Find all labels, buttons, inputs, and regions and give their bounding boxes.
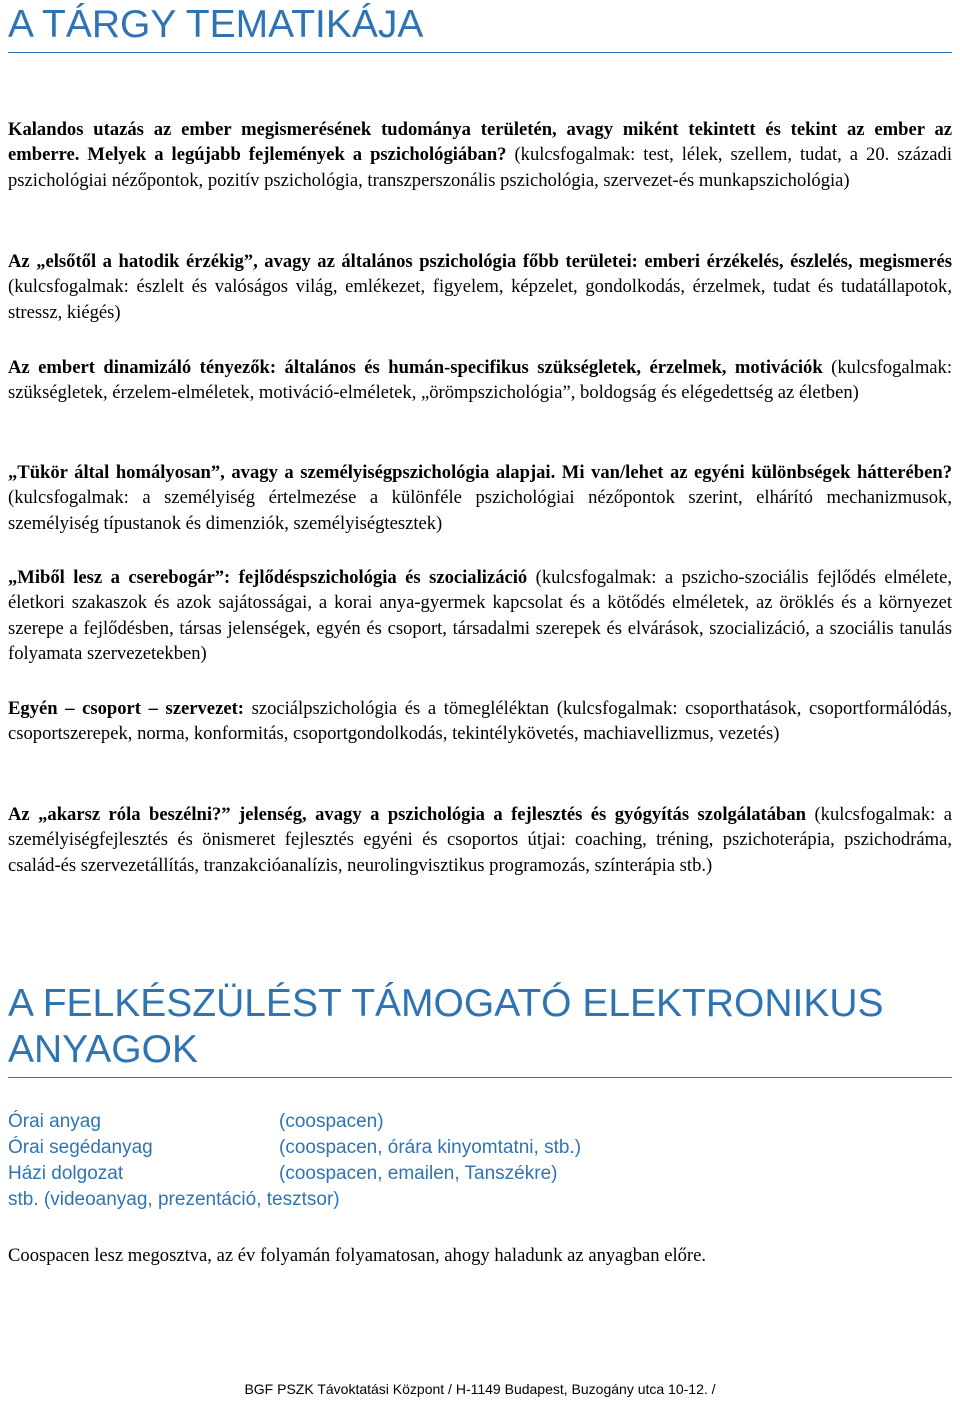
section-title-materials-line2: ANYAGOK [8, 1028, 198, 1071]
topic-keywords: (kulcsfogalmak: észlelt és valóságos világ, emlékezet, figyelem, képzelet, gondolkodás, érzelmek, tudat és tudatállapotok, stressz, kiégés) [8, 276, 952, 323]
topic-heading: Az „akarsz róla beszélni?” jelenség, avagy a pszichológia a fejlesztés és gyógyítás szolgálatában [8, 804, 807, 825]
topic-paragraph [8, 696, 952, 747]
topic-paragraph [8, 249, 952, 325]
materials-item-label: Órai anyag [8, 1111, 101, 1132]
materials-list [8, 1109, 952, 1213]
topic-heading: „Miből lesz a cserebogár”: fejlődéspszichológia és szocializáció [8, 567, 528, 588]
topic-keywords: (kulcsfogalmak: test, lélek, szellem, tudat, a 20. századi pszichológiai nézőpontok, pozitív pszichológia, transzperszonális pszichológia, szervezet-és munkapszichológia) [8, 144, 953, 191]
materials-item [8, 1161, 952, 1187]
topic-heading: Egyén – csoport – szervezet: [8, 698, 244, 719]
topic-heading: „Tükör által homályosan”, avagy a személyiségpszichológia alapjai. Mi van/lehet az egyéni különbségek hátterében? [8, 462, 952, 483]
topic-paragraph [8, 802, 952, 878]
topic-paragraph [8, 355, 952, 406]
section-title-materials-line1: A FELKÉSZÜLÉST TÁMOGATÓ ELEKTRONIKUS [8, 982, 884, 1025]
topic-heading: Kalandos utazás az ember megismerésének tudománya területén, avagy miként tekintett és tekint az ember az emberre. Melyek a legújabb fejlemények a pszichológiában? [8, 119, 952, 166]
materials-item-label: Órai segédanyag [8, 1137, 153, 1158]
topic-keywords: szociálpszichológia és a tömegléléktan (kulcsfogalmak: csoporthatások, csoportformálódás, csoportszerepek, norma, konformitás, csoportgondolkodás, tekintélykövetés, machiavellizmus, vezetés) [8, 698, 952, 745]
topic-heading: Az embert dinamizáló tényezők: általános és humán-specifikus szükségletek, érzelmek, motivációk [8, 357, 823, 378]
materials-item [8, 1109, 952, 1135]
materials-item-label: stb. (videoanyag, prezentáció, tesztsor) [8, 1189, 340, 1210]
page-footer: BGF PSZK Távoktatási Központ / H-1149 Budapest, Buzogány utca 10-12. / [244, 1381, 716, 1397]
title-underline [8, 52, 952, 53]
topic-paragraph [8, 565, 952, 666]
topic-heading: Az „elsőtől a hatodik érzékig”, avagy az általános pszichológia főbb területei: emberi érzékelés, észlelés, megismerés [8, 251, 952, 272]
topic-keywords: (kulcsfogalmak: a pszicho-szociális fejlődés elmélete, életkori szakaszok és azok sajátosságai, a korai anya-gyermek kapcsolat és a kötődés elméletek, az öröklés és a környezet szerepe a fejlődésben, társas jelenségek, egyén és csoport, társadalmi szerepek és elvárások, szocializáció, a szociális tanulás folyamata szervezetekben) [8, 567, 952, 664]
materials-item-note: (coospacen, órára kinyomtatni, stb.) [279, 1137, 582, 1158]
materials-item-label: Házi dolgozat [8, 1163, 124, 1184]
topic-keywords: (kulcsfogalmak: a személyiség értelmezése a különféle pszichológiai nézőpontok szerint, elhárító mechanizmusok, személyiség típustanok és dimenziók, személyiségtesztek) [8, 487, 952, 534]
materials-item [8, 1187, 952, 1213]
topic-keywords: (kulcsfogalmak: szükségletek, érzelem-elméletek, motiváció-elméletek, „örömpszichológia”, boldogság és elégedettség az életben) [8, 357, 952, 404]
materials-item-note: (coospacen) [279, 1111, 384, 1132]
topic-paragraph [8, 460, 952, 536]
topic-keywords: (kulcsfogalmak: a személyiségfejlesztés és önismeret fejlesztés egyéni és csoportos útjai: coaching, tréning, pszichoterápia, pszichodráma, család-és szervezetállítás, tranzakcióanalízis, neurolingvisztikus programozás, színterápia stb.) [8, 804, 952, 876]
closing-sentence: Coospacen lesz megosztva, az év folyamán folyamatosan, ahogy haladunk az anyagban előre. [8, 1245, 707, 1266]
section-title-tematika: A TÁRGY TEMATIKÁJA [8, 3, 424, 46]
materials-item-note: (coospacen, emailen, Tanszékre) [279, 1163, 558, 1184]
materials-item [8, 1135, 952, 1161]
title-underline [8, 1077, 952, 1078]
topic-paragraph [8, 117, 952, 193]
